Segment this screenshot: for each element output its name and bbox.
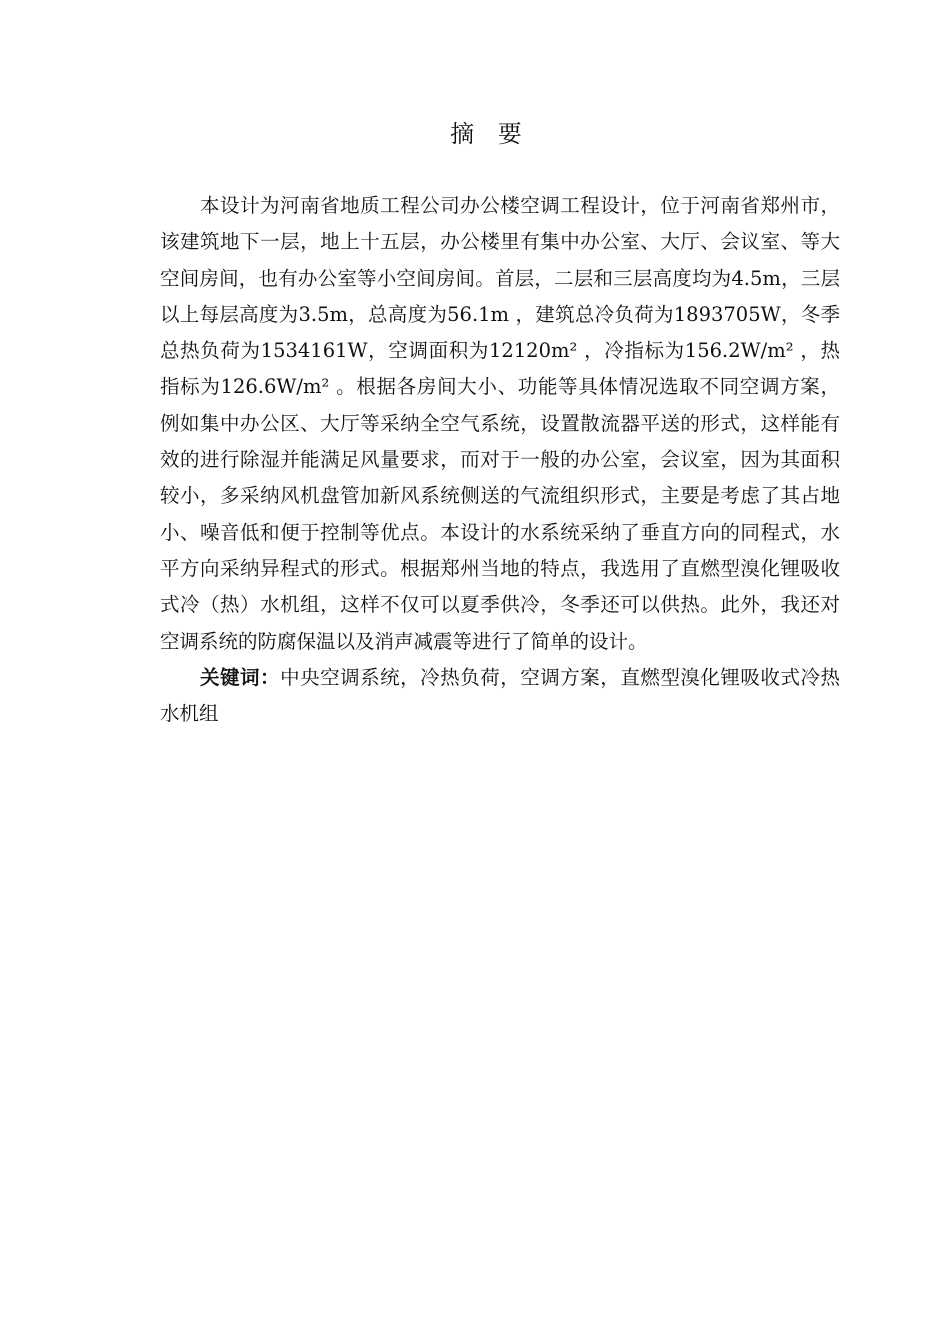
page-title: 摘 要 [450,120,530,148]
abstract-paragraph: 本设计为河南省地质工程公司办公楼空调工程设计，位于河南省郑州市，该建筑地下一层，地上十五层，办公楼里有集中办公室、大厅、会议室、等大空间房间，也有办公室等小空间房间。首层，二层和三层高度均为4.5m，三层以上每层高度为3.5m，总高度为56.1m ，建筑总冷负荷为1893705W，冬季总热负荷为1534161W，空调面积为12120m² ，冷指标为156.2W/m² ，热指标为126.6W/m² 。根据各房间大小、功能等具体情况选取不同空调方案，例如集中办公区、大厅等采纳全空气系统，设置散流器平送的形式，这样能有效的进行除湿并能满足风量要求，而对于一般的办公室，会议室，因为其面积较小，多采纳风机盘管加新风系统侧送的气流组织形式，主要是考虑了其占地小、噪音低和便于控制等优点。本设计的水系统采纳了垂直方向的同程式，水平方向采纳异程式的形式。根据郑州当地的特点，我选用了直燃型溴化锂吸收式冷（热）水机组，这样不仅可以夏季供冷，冬季还可以供热。此外，我还对空调系统的防腐保温以及消声减震等进行了简单的设计。 [160,194,840,653]
abstract-body [160,188,840,732]
keywords-text: 中央空调系统，冷热负荷，空调方案，直燃型溴化锂吸收式冷热水机组 [160,665,840,726]
keywords-paragraph [160,660,840,733]
keywords-label: 关键词： [200,665,281,689]
